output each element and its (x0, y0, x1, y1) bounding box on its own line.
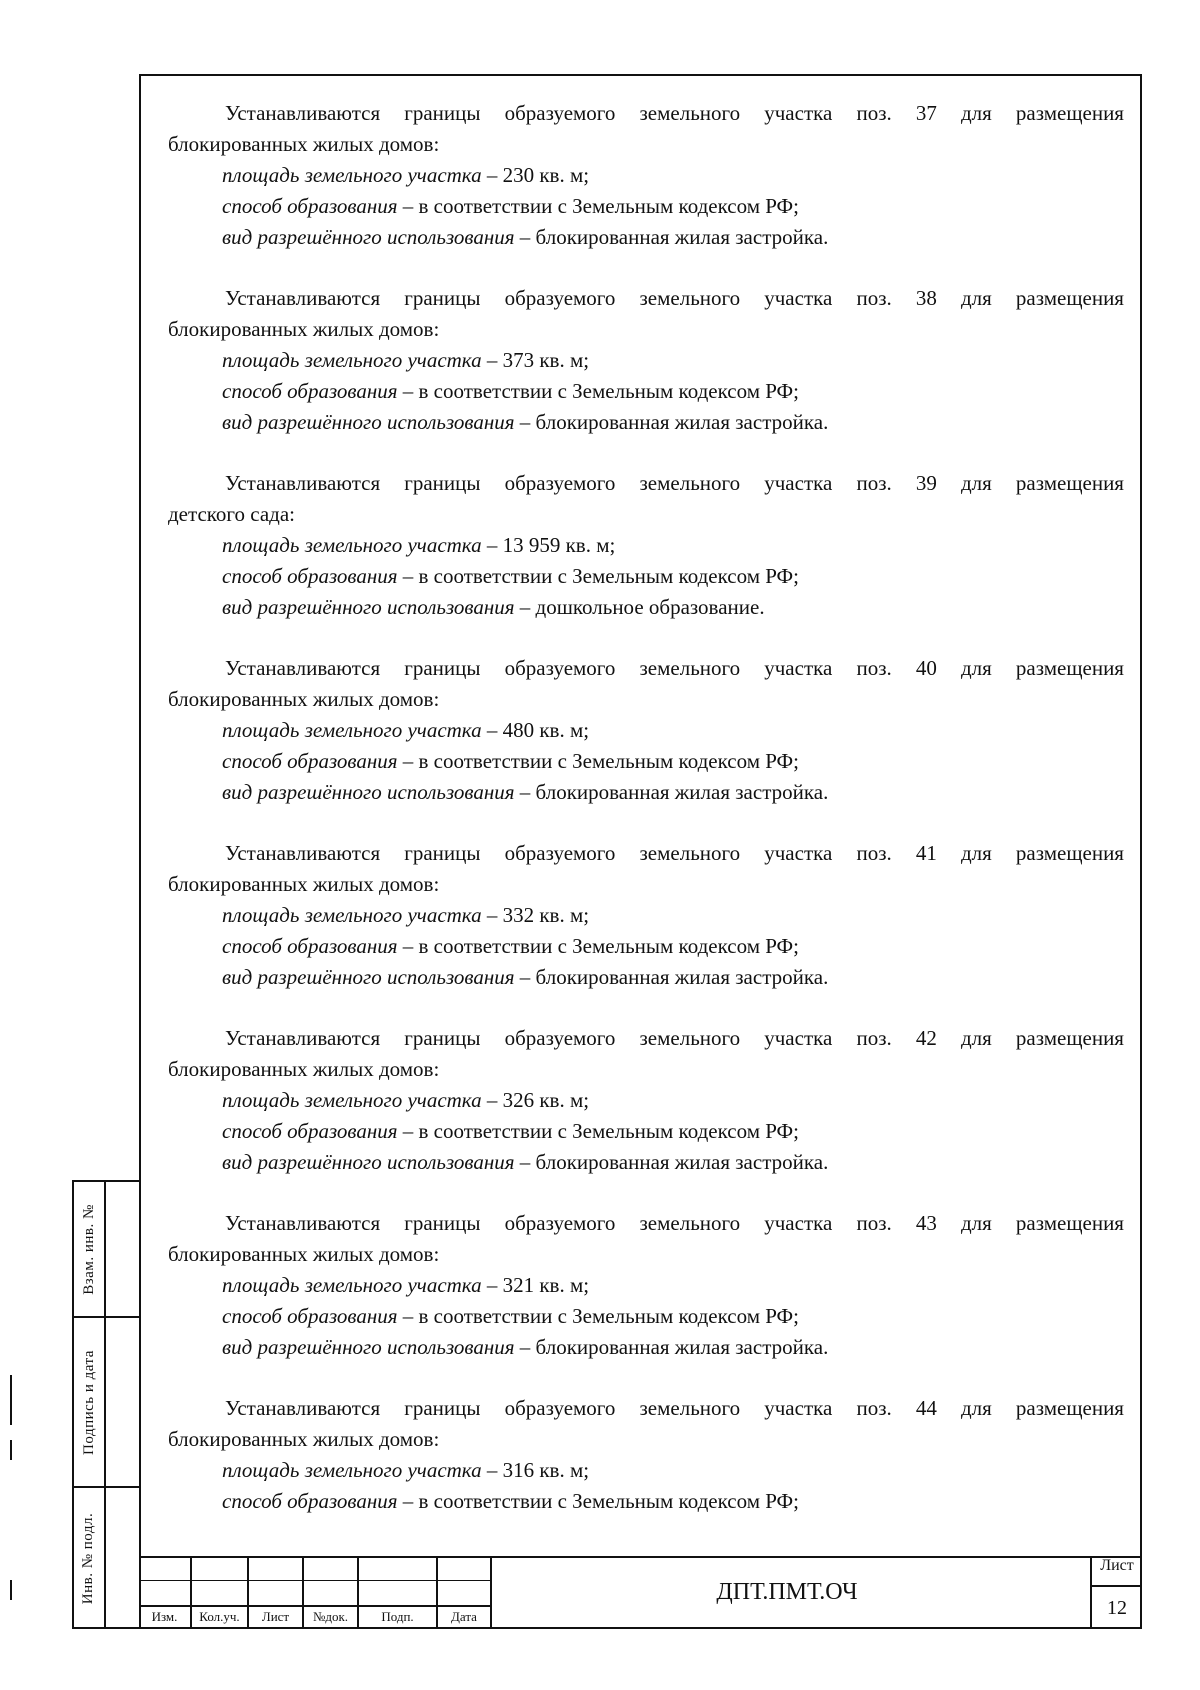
formation-method-label: способ образования (222, 1119, 398, 1143)
formation-method-line (168, 561, 1124, 592)
word: границы (404, 471, 481, 495)
formation-method-line (168, 931, 1124, 962)
formation-method-value: – в соответствии с Земельным кодексом РФ; (397, 379, 799, 403)
word: земельного (639, 841, 741, 865)
paragraph-first-line (168, 283, 1124, 314)
permitted-use-value: – блокированная жилая застройка. (514, 965, 829, 989)
permitted-use-value: – блокированная жилая застройка. (514, 780, 829, 804)
plot-area-label: площадь земельного участка (222, 533, 482, 557)
formation-method-line (168, 191, 1124, 222)
word: земельного (639, 471, 741, 495)
plot-area-value: – 13 959 кв. м; (481, 533, 616, 557)
permitted-use-label: вид разрешённого использования (222, 225, 515, 249)
word: земельного (639, 1211, 741, 1235)
word: поз. (856, 841, 892, 865)
word: Устанавливаются (225, 471, 381, 495)
word: Устанавливаются (225, 1211, 381, 1235)
side-stamp-podpis: Подпись и дата (80, 1349, 97, 1455)
word: образуемого (504, 1211, 616, 1235)
word: Устанавливаются (225, 841, 381, 865)
col-kol-uch: Кол.уч. (199, 1609, 240, 1624)
word: 43 (915, 1211, 937, 1235)
word: для (960, 1026, 992, 1050)
word: 39 (915, 471, 937, 495)
word: 40 (915, 656, 937, 680)
formation-method-label: способ образования (222, 564, 398, 588)
word: образуемого (504, 656, 616, 680)
permitted-use-line (168, 592, 1124, 623)
word: 44 (915, 1396, 937, 1420)
permitted-use-value: – блокированная жилая застройка. (514, 1150, 829, 1174)
land-plot-paragraph (168, 1393, 1124, 1517)
word: границы (404, 1396, 481, 1420)
word: образуемого (504, 286, 616, 310)
permitted-use-label: вид разрешённого использования (222, 595, 515, 619)
word: 42 (915, 1026, 937, 1050)
land-plot-paragraph (168, 1023, 1124, 1178)
formation-method-value: – в соответствии с Земельным кодексом РФ; (397, 564, 799, 588)
word: поз. (856, 656, 892, 680)
word: земельного (639, 1396, 741, 1420)
word: участка (764, 471, 833, 495)
word: земельного (639, 1026, 741, 1050)
word: участка (764, 841, 833, 865)
word: границы (404, 1026, 481, 1050)
plot-area-label: площадь земельного участка (222, 1273, 482, 1297)
word: земельного (639, 101, 741, 125)
permitted-use-label: вид разрешённого использования (222, 410, 515, 434)
plot-purpose: блокированных жилых домов: (168, 1427, 440, 1451)
permitted-use-line (168, 222, 1124, 253)
word: для (960, 471, 992, 495)
plot-purpose: блокированных жилых домов: (168, 687, 440, 711)
word: Устанавливаются (225, 1396, 381, 1420)
plot-area-value: – 480 кв. м; (481, 718, 590, 742)
permitted-use-line (168, 1147, 1124, 1178)
word: поз. (856, 1026, 892, 1050)
plot-area-value: – 373 кв. м; (481, 348, 590, 372)
formation-method-value: – в соответствии с Земельным кодексом РФ; (397, 1489, 799, 1513)
word: для (960, 1396, 992, 1420)
plot-area-label: площадь земельного участка (222, 718, 482, 742)
word: для (960, 841, 992, 865)
col-data: Дата (451, 1609, 477, 1624)
plot-purpose: блокированных жилых домов: (168, 872, 440, 896)
permitted-use-line (168, 407, 1124, 438)
formation-method-value: – в соответствии с Земельным кодексом РФ; (397, 1304, 799, 1328)
word: поз. (856, 471, 892, 495)
col-list: Лист (261, 1609, 290, 1624)
land-plot-paragraph (168, 838, 1124, 993)
land-plot-paragraph (168, 1208, 1124, 1363)
col-podp: Подп. (381, 1609, 414, 1624)
word: размещения (1015, 1211, 1124, 1235)
sheet-label: Лист (1100, 1557, 1134, 1574)
word: Устанавливаются (225, 286, 381, 310)
word: Устанавливаются (225, 656, 381, 680)
plot-purpose: блокированных жилых домов: (168, 1057, 440, 1081)
plot-area-line (168, 345, 1124, 376)
plot-area-line (168, 530, 1124, 561)
word: 38 (915, 286, 937, 310)
formation-method-line (168, 1116, 1124, 1147)
permitted-use-value: – блокированная жилая застройка. (514, 1335, 829, 1359)
plot-area-value: – 332 кв. м; (481, 903, 590, 927)
formation-method-label: способ образования (222, 379, 398, 403)
word: размещения (1015, 471, 1124, 495)
permitted-use-label: вид разрешённого использования (222, 780, 515, 804)
sheet-number: 12 (1107, 1596, 1127, 1619)
word: границы (404, 1211, 481, 1235)
formation-method-value: – в соответствии с Земельным кодексом РФ; (397, 1119, 799, 1143)
plot-area-label: площадь земельного участка (222, 1458, 482, 1482)
plot-purpose: детского сада: (168, 502, 295, 526)
word: образуемого (504, 101, 616, 125)
plot-area-label: площадь земельного участка (222, 903, 482, 927)
plot-area-line (168, 160, 1124, 191)
land-plot-paragraph (168, 653, 1124, 808)
word: участка (764, 101, 833, 125)
formation-method-line (168, 746, 1124, 777)
permitted-use-label: вид разрешённого использования (222, 1335, 515, 1359)
permitted-use-value: – блокированная жилая застройка. (514, 225, 829, 249)
scan-mark (10, 1580, 12, 1600)
paragraph-first-line (168, 98, 1124, 129)
formation-method-label: способ образования (222, 749, 398, 773)
plot-area-label: площадь земельного участка (222, 1088, 482, 1112)
word: образуемого (504, 471, 616, 495)
permitted-use-line (168, 1332, 1124, 1363)
word: границы (404, 101, 481, 125)
word: границы (404, 286, 481, 310)
plot-area-line (168, 1270, 1124, 1301)
land-plot-paragraph (168, 98, 1124, 253)
permitted-use-label: вид разрешённого использования (222, 1150, 515, 1174)
word: участка (764, 286, 833, 310)
paragraph-first-line (168, 1208, 1124, 1239)
word: размещения (1015, 656, 1124, 680)
formation-method-line (168, 1486, 1124, 1517)
permitted-use-line (168, 777, 1124, 808)
permitted-use-value: – дошкольное образование. (514, 595, 765, 619)
word: размещения (1015, 1026, 1124, 1050)
plot-area-value: – 326 кв. м; (481, 1088, 590, 1112)
scan-mark (10, 1440, 12, 1460)
word: для (960, 101, 992, 125)
formation-method-value: – в соответствии с Земельным кодексом РФ; (397, 749, 799, 773)
scan-mark (10, 1375, 12, 1425)
word: границы (404, 656, 481, 680)
plot-area-label: площадь земельного участка (222, 163, 482, 187)
land-plot-paragraph (168, 468, 1124, 623)
formation-method-label: способ образования (222, 1489, 398, 1513)
formation-method-line (168, 1301, 1124, 1332)
plot-area-label: площадь земельного участка (222, 348, 482, 372)
paragraph-first-line (168, 1393, 1124, 1424)
word: поз. (856, 1211, 892, 1235)
plot-area-line (168, 900, 1124, 931)
word: поз. (856, 286, 892, 310)
word: размещения (1015, 286, 1124, 310)
word: участка (764, 1026, 833, 1050)
word: земельного (639, 286, 741, 310)
paragraph-first-line (168, 838, 1124, 869)
document-code: ДПТ.ПМТ.ОЧ (716, 1579, 858, 1605)
formation-method-label: способ образования (222, 1304, 398, 1328)
word: участка (764, 1211, 833, 1235)
word: для (960, 1211, 992, 1235)
word: размещения (1015, 841, 1124, 865)
permitted-use-value: – блокированная жилая застройка. (514, 410, 829, 434)
plot-area-value: – 230 кв. м; (481, 163, 590, 187)
word: 37 (915, 101, 937, 125)
plot-purpose: блокированных жилых домов: (168, 1242, 440, 1266)
paragraph-first-line (168, 468, 1124, 499)
plot-area-line (168, 715, 1124, 746)
word: для (960, 656, 992, 680)
plot-purpose: блокированных жилых домов: (168, 132, 440, 156)
side-stamp-inv: Инв. № подл. (80, 1512, 97, 1605)
word: размещения (1015, 1396, 1124, 1420)
paragraph-first-line (168, 1023, 1124, 1054)
word: поз. (856, 1396, 892, 1420)
formation-method-value: – в соответствии с Земельным кодексом РФ; (397, 934, 799, 958)
land-plot-paragraph (168, 283, 1124, 438)
word: поз. (856, 101, 892, 125)
col-izm: Изм. (151, 1609, 178, 1624)
col-ndok: №док. (312, 1609, 349, 1624)
word: участка (764, 656, 833, 680)
word: 41 (915, 841, 937, 865)
side-stamp (72, 1180, 139, 1629)
document-body (168, 98, 1124, 1547)
permitted-use-line (168, 962, 1124, 993)
plot-area-line (168, 1455, 1124, 1486)
permitted-use-label: вид разрешённого использования (222, 965, 515, 989)
word: образуемого (504, 841, 616, 865)
word: земельного (639, 656, 741, 680)
word: Устанавливаются (225, 101, 381, 125)
word: размещения (1015, 101, 1124, 125)
side-stamp-vzam: Взам. инв. № (80, 1203, 97, 1295)
formation-method-line (168, 376, 1124, 407)
plot-area-value: – 316 кв. м; (481, 1458, 590, 1482)
word: участка (764, 1396, 833, 1420)
formation-method-label: способ образования (222, 194, 398, 218)
plot-area-value: – 321 кв. м; (481, 1273, 590, 1297)
word: образуемого (504, 1396, 616, 1420)
formation-method-value: – в соответствии с Земельным кодексом РФ; (397, 194, 799, 218)
word: для (960, 286, 992, 310)
plot-purpose: блокированных жилых домов: (168, 317, 440, 341)
plot-area-line (168, 1085, 1124, 1116)
word: образуемого (504, 1026, 616, 1050)
word: Устанавливаются (225, 1026, 381, 1050)
formation-method-label: способ образования (222, 934, 398, 958)
paragraph-first-line (168, 653, 1124, 684)
word: границы (404, 841, 481, 865)
